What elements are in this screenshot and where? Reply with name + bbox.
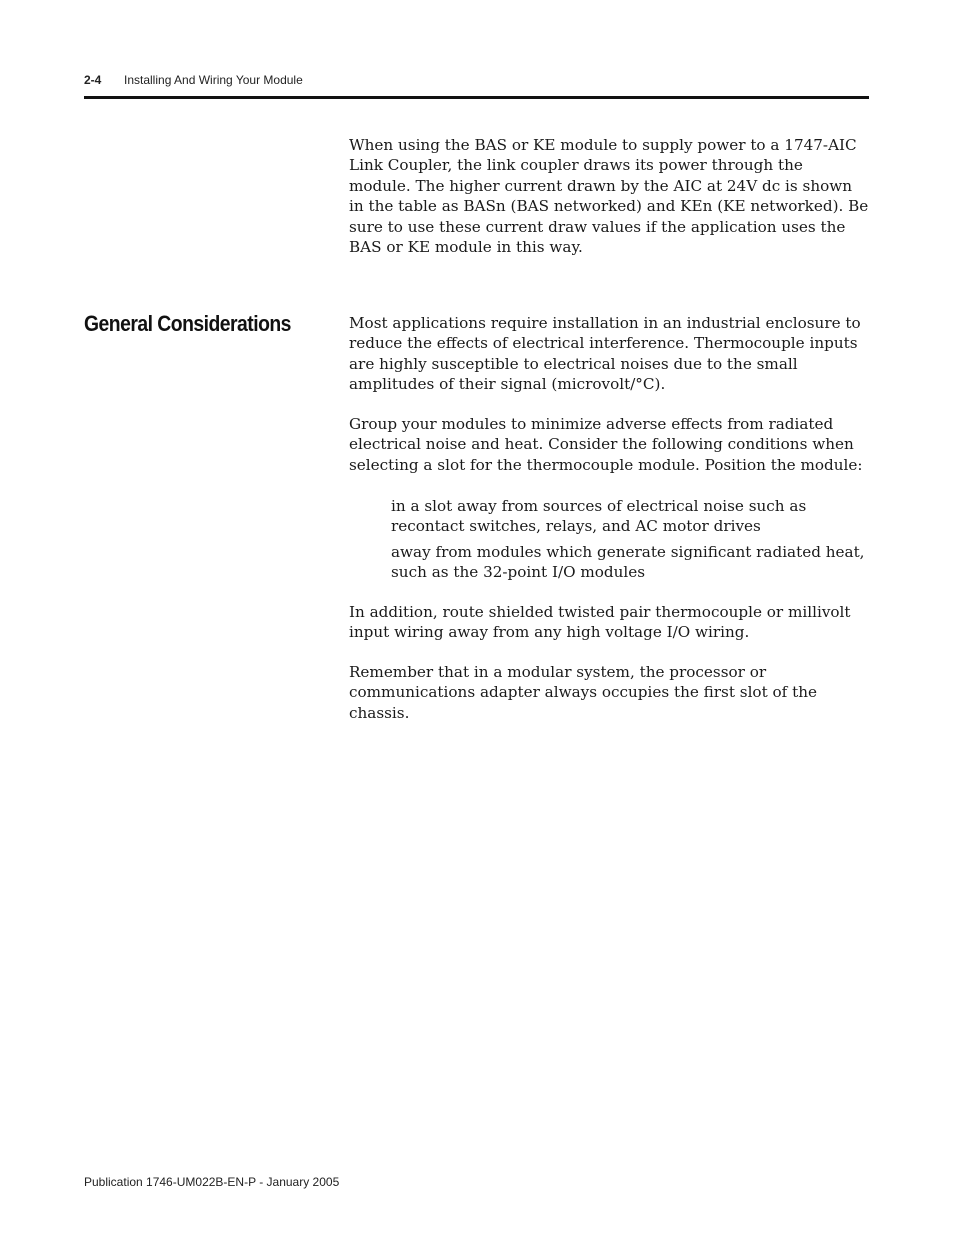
body-paragraph: Most applications require installation in an industrial enclosure to reduce the effects of electrical interference. Thermocouple inputs are highly susceptible to electrical noises due to the small amplitudes of their signal (microvolt/°C). [349,314,861,394]
footer-publication: Publication 1746-UM022B-EN-P - January 2005 [84,1175,340,1189]
section-body [349,313,869,395]
section-body [349,662,869,723]
section-body [349,602,869,643]
bullet-list [391,496,869,588]
intro-paragraph: When using the BAS or KE module to supply power to a 1747-AIC Link Coupler, the link coupler draws its power through the module. The higher current drawn by the AIC at 24V dc is shown in the table as BASn (BAS networked) and KEn (KE networked). Be sure to use these current draw values if the application uses the BAS or KE module in this way. [349,136,869,257]
body-paragraph: In addition, route shielded twisted pair thermocouple or millivolt input wiring away from any high voltage I/O wiring. [349,603,851,642]
chapter-title: Installing And Wiring Your Module [124,73,303,87]
section-body [349,414,869,475]
header-rule [84,96,869,99]
bullet-item: in a slot away from sources of electrical noise such as recontact switches, relays, and AC motor drives [391,497,807,536]
body-paragraph: Group your modules to minimize adverse effects from radiated electrical noise and heat. Consider the following conditions when selecting a slot for the thermocouple module. Position the module: [349,415,863,474]
bullet-item: away from modules which generate significant radiated heat, such as the 32-point I/O modules [391,542,865,582]
intro-block [349,135,869,257]
body-paragraph: Remember that in a modular system, the processor or communications adapter always occupies the first slot of the chassis. [349,663,817,722]
section-heading: General Considerations [84,311,291,336]
running-header [84,73,303,87]
page-number: 2-4 [84,73,102,87]
